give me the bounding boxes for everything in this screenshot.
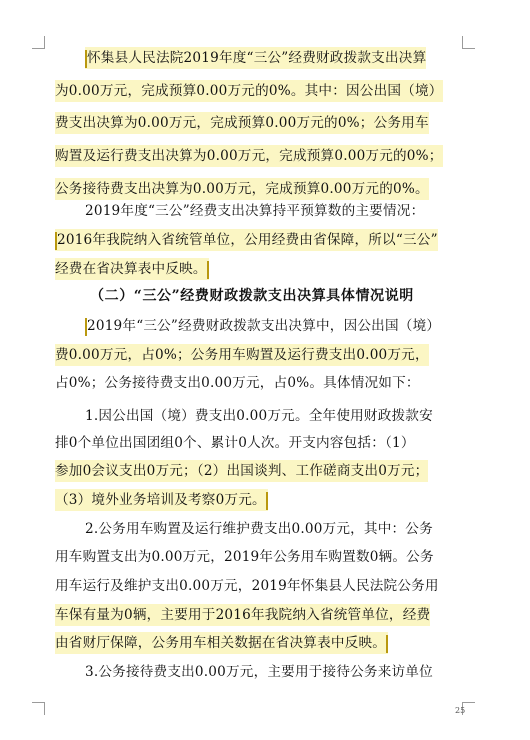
text-line: 占0%；公务接待费支出0.00万元，占0%。具体情况如下： <box>55 375 420 391</box>
text-line: 2.公务用车购置及运行维护费支出0.00万元，其中：公务 <box>85 521 433 537</box>
text-line: 用车运行及维护支出0.00万元，2019年怀集县人民法院公务用 <box>55 578 439 594</box>
text-line: 参加0会议支出0万元；（2）出国谈判、工作磋商支出0万元； <box>55 460 428 482</box>
text-line: 2019年度“三公”经费支出决算持平预算数的主要情况： <box>85 203 425 219</box>
text-line: 用车购置支出为0.00万元，2019年公务用车购置数0辆。公务 <box>55 549 434 565</box>
text-line: 排0个单位出国团组0个、累计0人次。开支内容包括：（1） <box>55 435 415 451</box>
text-line: 2016年我院纳入省统管单位，公用经费由省保障，所以“三公” <box>55 229 438 251</box>
text-line: 怀集县人民法院2019年度“三公”经费财政拨款支出决算 <box>85 47 426 69</box>
text-line: 费0.00万元，占0%；公务用车购置及运行费支出0.00万元， <box>55 344 429 366</box>
page-number: 25 <box>455 706 466 715</box>
text-line: 3.公务接待费支出0.00万元，主要用于接待公务来访单位 <box>85 664 433 680</box>
text-line: 2019年“三公”经费财政拨款支出决算中，因公出国（境） <box>87 318 441 334</box>
crop-mark-bottom-left <box>32 702 45 715</box>
text-line: 1.因公出国（境）费支出0.00万元。全年使用财政拨款安 <box>85 408 433 424</box>
crop-mark-top-right <box>462 36 475 49</box>
text-line: 车保有量为0辆，主要用于2016年我院纳入省统管单位，经费 <box>55 604 430 626</box>
text-line: 购置及运行费支出决算为0.00万元，完成预算0.00万元的0%； <box>55 145 443 167</box>
text-line: 为0.00万元，完成预算0.00万元的0%。其中：因公出国（境） <box>55 80 443 102</box>
crop-mark-top-left <box>32 36 45 49</box>
text-line: （3）境外业务培训及考察0万元。 <box>55 489 268 511</box>
text-line: 由省财厅保障，公务用车相关数据在省决算表中反映。 <box>55 632 388 654</box>
text-line: 经费在省决算表中反映。 <box>55 258 209 280</box>
text-line: 费支出决算为0.00万元，完成预算0.00万元的0%；公务用车 <box>55 112 429 134</box>
section-heading: （二）“三公”经费财政拨款支出决算具体情况说明 <box>90 288 414 304</box>
text-line: 公务接待费支出决算为0.00万元，完成预算0.00万元的0%。 <box>55 178 429 200</box>
